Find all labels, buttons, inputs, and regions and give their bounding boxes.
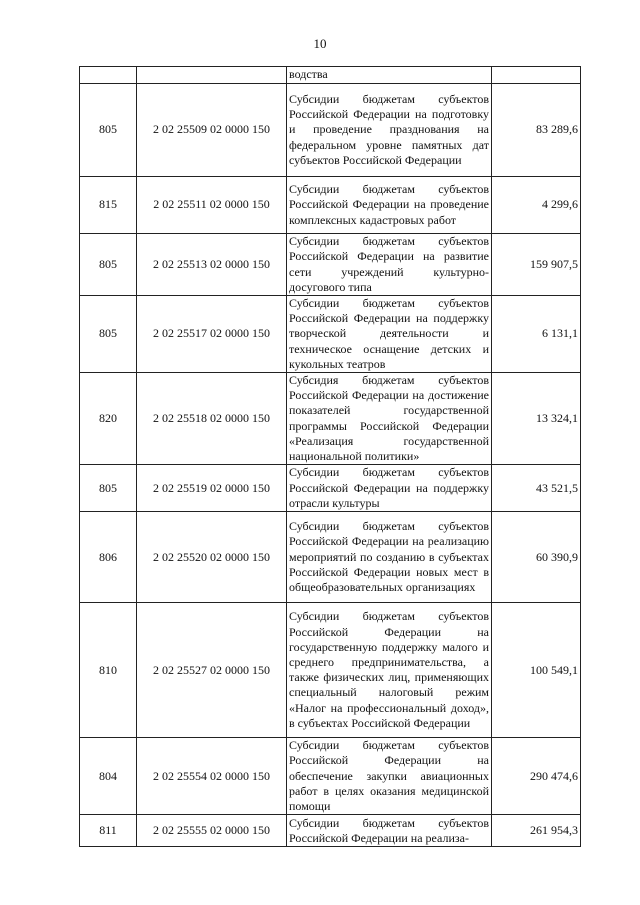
table-row [80,296,581,373]
amount-cell: 60 390,9 [492,512,581,603]
kbk-cell: 2 02 25518 02 0000 150 [137,373,287,465]
kbk-cell [137,67,287,84]
admin-code-cell: 820 [80,373,137,465]
description-cell: Субсидии бюджетам субъектов Российской Федерации на поддержку творческой деятельности и техническое оснащение детских и кукольных театров [287,296,492,373]
amount-cell [492,67,581,84]
admin-code-cell: 810 [80,603,137,738]
amount-cell: 83 289,6 [492,84,581,177]
kbk-cell: 2 02 25517 02 0000 150 [137,296,287,373]
description-cell: Субсидии бюджетам субъектов Российской Федерации на реализацию мероприятий по созданию в субъектах Российской Федерации новых мест в общеобразовательных организациях [287,512,492,603]
admin-code-cell: 805 [80,234,137,296]
description-cell: Субсидии бюджетам субъектов Российской Федерации на поддержку отрасли культуры [287,465,492,512]
kbk-cell: 2 02 25520 02 0000 150 [137,512,287,603]
table-row [80,234,581,296]
table-row [80,738,581,815]
kbk-cell: 2 02 25527 02 0000 150 [137,603,287,738]
admin-code-cell: 815 [80,177,137,234]
admin-code-cell: 805 [80,296,137,373]
revenue-table [79,66,581,847]
description-cell: водства [287,67,492,84]
description-cell: Субсидии бюджетам субъектов Российской Федерации на подготовку и проведение празднования на федеральном уровне памятных дат субъектов Российской Федерации [287,84,492,177]
kbk-cell: 2 02 25509 02 0000 150 [137,84,287,177]
description-cell: Субсидии бюджетам субъектов Российской Федерации на обеспечение закупки авиационных работ в целях оказания медицинской помощи [287,738,492,815]
table-row [80,177,581,234]
description-cell: Субсидии бюджетам субъектов Российской Федерации на проведение комплексных кадастровых работ [287,177,492,234]
admin-code-cell: 805 [80,84,137,177]
admin-code-cell [80,67,137,84]
admin-code-cell: 804 [80,738,137,815]
admin-code-cell: 811 [80,815,137,847]
table-row [80,84,581,177]
admin-code-cell: 806 [80,512,137,603]
amount-cell: 13 324,1 [492,373,581,465]
table-row [80,465,581,512]
table-row [80,67,581,84]
admin-code-cell: 805 [80,465,137,512]
amount-cell: 43 521,5 [492,465,581,512]
table-row [80,815,581,847]
table-row [80,603,581,738]
table-row [80,373,581,465]
description-cell: Субсидии бюджетам субъектов Российской Федерации на развитие сети учреждений культурно-досугового типа [287,234,492,296]
page-number: 10 [313,36,327,51]
amount-cell: 261 954,3 [492,815,581,847]
kbk-cell: 2 02 25519 02 0000 150 [137,465,287,512]
kbk-cell: 2 02 25555 02 0000 150 [137,815,287,847]
amount-cell: 290 474,6 [492,738,581,815]
description-cell: Субсидии бюджетам субъектов Российской Федерации на государственную поддержку малого и среднего предпринимательства, а также физических лиц, применяющих специальный налоговый режим «Налог на профессиональный доход», в субъектах Российской Федерации [287,603,492,738]
amount-cell: 159 907,5 [492,234,581,296]
kbk-cell: 2 02 25513 02 0000 150 [137,234,287,296]
description-cell: Субсидии бюджетам субъектов Российской Федерации на реализа- [287,815,492,847]
amount-cell: 100 549,1 [492,603,581,738]
kbk-cell: 2 02 25511 02 0000 150 [137,177,287,234]
table-row [80,512,581,603]
amount-cell: 6 131,1 [492,296,581,373]
kbk-cell: 2 02 25554 02 0000 150 [137,738,287,815]
amount-cell: 4 299,6 [492,177,581,234]
description-cell: Субсидия бюджетам субъектов Российской Федерации на достижение показателей государственной программы Российской Федерации «Реализация государственной национальной политики» [287,373,492,465]
